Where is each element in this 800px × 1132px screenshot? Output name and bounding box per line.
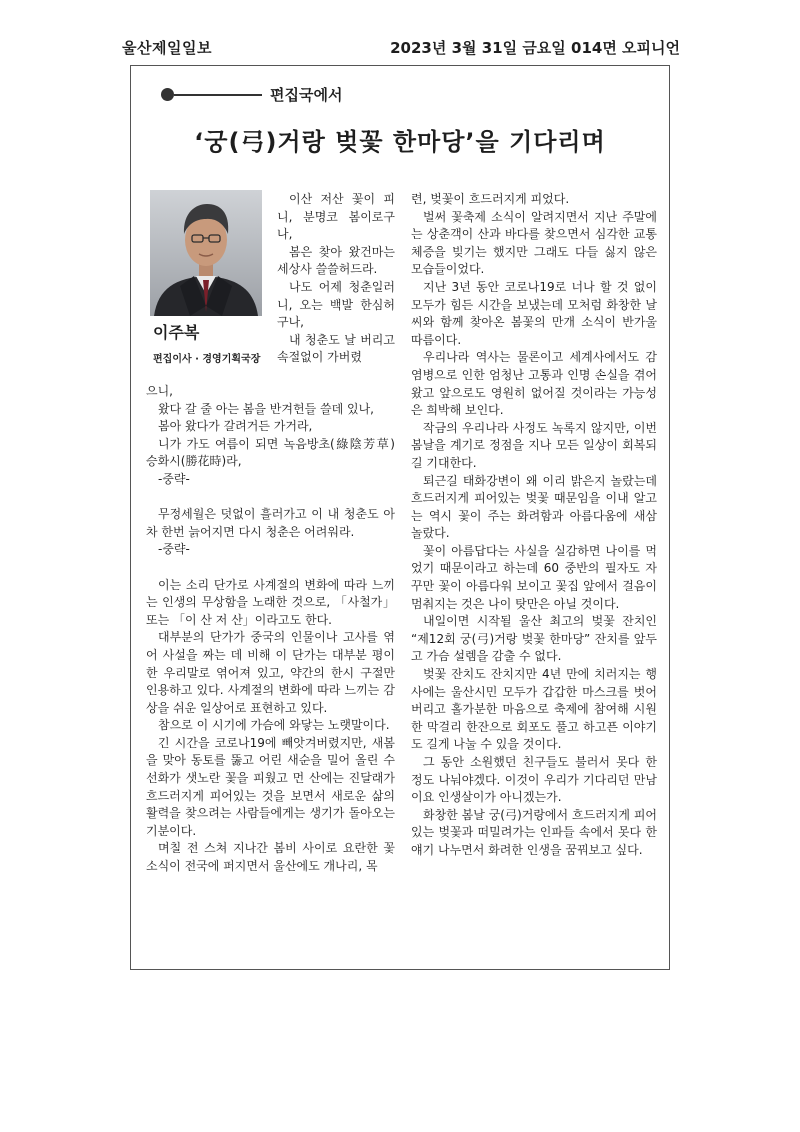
article-paragraph: 벌써 꽃축제 소식이 알려지면서 지난 주말에는 상춘객이 산과 바다를 찾으면서 심각한 교통체증을 빚기는 했지만 그래도 다들 싫지 않은 모습들이었다.	[411, 209, 657, 277]
poem-line: 니가 가도 여름이 되면 녹음방초(綠陰芳草) 승화시(勝花時)라,	[146, 436, 395, 469]
article-paragraph: 우리나라 역사는 물론이고 세계사에서도 감염병으로 인한 엄청난 고통과 인명 손실을 겪어 왔고 앞으로도 영원히 없어질 것이라는 가능성은 희박해 보인다.	[411, 350, 657, 418]
poem-line: 으니,	[146, 384, 173, 398]
article-paragraph: 화창한 봄날 궁(弓)거랑에서 흐드러지게 피어있는 벚꽃과 떠밀려가는 인파들 속에서 못다 한 얘기 나누면서 화려한 인생을 꿈꿔보고 싶다.	[411, 807, 657, 857]
article-paragraph: 꽃이 아름답다는 사실을 실감하면 나이를 먹었기 때문이라고 하는데 60 중반의 필자도 자꾸만 꽃이 아름다워 보이고 꽃집 앞에서 걸음이 멈춰지는 것은 나이 탓만은 아닐 것이다.	[411, 543, 657, 611]
poem-line: 내 청춘도 날 버리고 속절없이 가버렸	[277, 332, 395, 365]
poem-line: 무정세월은 덧없이 흘러가고 이 내 청춘도 아차 한번 늙어지면 다시 청춘은 어려워라.	[146, 507, 395, 539]
article-paragraph: 이는 소리 단가로 사계절의 변화에 따라 느끼는 인생의 무상함을 노래한 것으로, 「사철가」 또는 「이 산 저 산」이라고도 한다.	[146, 577, 395, 627]
omission-mark: -중략-	[158, 471, 190, 486]
article-paragraph: 련, 벚꽃이 흐드러지게 피었다.	[411, 192, 570, 206]
article-paragraph: 대부분의 단가가 중국의 인물이나 고사를 엮어 사설을 짜는 데 비해 이 단가는 대부분 평이한 우리말로 엮어져 있고, 약간의 한시 구절만 인용하고 있다. 사계절의 변화에 따라 느끼는 감상을 쉬운 일상어로 표현하고 있다.	[146, 630, 395, 715]
section-bullet-icon	[161, 88, 174, 101]
author-photo	[150, 190, 262, 316]
omission-mark: -중략-	[158, 542, 190, 557]
dateline: 2023년 3월 31일 금요일 014면 오피니언	[390, 39, 680, 57]
article-paragraph: 긴 시간을 코로나19에 빼앗겨버렸지만, 새봄을 맞아 동토를 뚫고 어린 새순을 밀어 올린 수선화가 샛노란 꽃을 피웠고 먼 산에는 진달래가 흐드러지게 피어있는 것을 보면서 새로운 삶의 활력을 찾으려는 사람들에게는 생기가 돌아오는 기분이다.	[146, 735, 395, 838]
poem-line: 이산 저산 꽃이 피니, 분명코 봄이로구나,	[277, 192, 395, 242]
author-title: 편집이사 · 경영기획국장	[153, 354, 261, 365]
article-paragraph: 퇴근길 태화강변이 왜 이리 밝은지 놀랐는데 흐드러지게 피어있는 벚꽃 때문임을 이내 알고는 역시 꽃이 주는 화려함과 아름다움에 새삼 놀랐다.	[411, 473, 657, 541]
poem-line: 왔다 갈 줄 아는 봄을 반겨헌들 쓸데 있나,	[158, 401, 374, 416]
article-paragraph: 벚꽃 잔치도 잔치지만 4년 만에 치러지는 행사에는 울산시민 모두가 갑갑한 마스크를 벗어 버리고 홀가분한 마음으로 축제에 참여해 시원한 막걸리 한잔으로 회포도 풀고 하고픈 이야기도 길게 나눌 수 있을 것이다.	[411, 667, 657, 752]
article-paragraph: 내일이면 시작될 울산 최고의 벚꽃 잔치인 “제12회 궁(弓)거랑 벚꽃 한마당” 잔치를 앞두고 가슴 설렘을 감출 수 없다.	[411, 614, 657, 664]
poem-line: 봄아 왔다가 갈려거든 가거라,	[158, 419, 313, 434]
author-name: 이주복	[153, 323, 200, 342]
article-paragraph: 며칠 전 스쳐 지나간 봄비 사이로 요란한 꽃 소식이 전국에 퍼지면서 울산에도 개나리, 목	[146, 841, 395, 874]
poem-line: 나도 어제 청춘일러니, 오는 백발 한심허구나,	[277, 279, 395, 330]
article-column-left	[146, 383, 395, 876]
article-paragraph: 참으로 이 시기에 가슴에 와닿는 노랫말이다.	[158, 718, 390, 733]
newspaper-masthead: 울산제일일보	[122, 39, 212, 57]
article-headline: ‘궁(弓)거랑 벚꽃 한마당’을 기다리며	[194, 128, 606, 156]
article-paragraph: 그 동안 소원했던 친구들도 불러서 못다 한 정도 나눠야겠다. 이것이 우리가 기다리던 만남이요 인생살이가 아니겠는가.	[411, 755, 657, 805]
article-paragraph: 지난 3년 동안 코로나19로 너나 할 것 없이 모두가 힘든 시간을 보냈는데 모처럼 화창한 날씨와 함께 찾아온 봄꽃의 만개 소식이 반가울 따름이다.	[411, 279, 657, 347]
poem-line: 봄은 찾아 왔건마는 세상사 쓸쓸허드라.	[277, 244, 395, 277]
section-label: 편집국에서	[270, 86, 343, 104]
poem-block-top	[277, 191, 395, 367]
article-column-right	[411, 191, 657, 860]
section-rule	[174, 94, 262, 96]
article-paragraph: 작금의 우리나라 사정도 녹록지 않지만, 이번 봄날을 계기로 정점을 지나 모든 일상이 회복되길 기대한다.	[411, 420, 657, 470]
